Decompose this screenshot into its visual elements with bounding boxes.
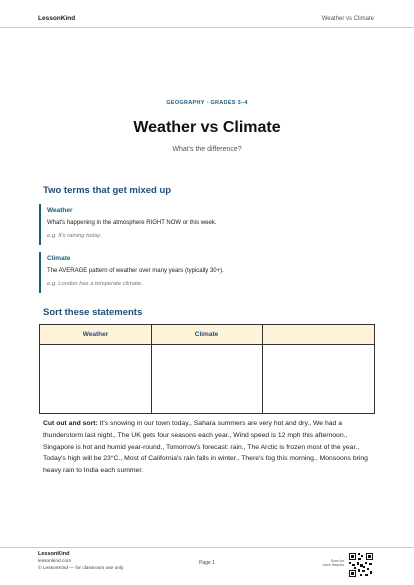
term-card-weather bbox=[39, 204, 379, 245]
terms-heading: Two terms that get mixed up bbox=[43, 185, 172, 196]
footer-copyright: © LessonKind — for classroom use only bbox=[38, 566, 124, 571]
scan-line: Scan for bbox=[330, 559, 344, 563]
term-definition: What's happening in the atmosphere RIGHT NOW or this week. bbox=[47, 220, 217, 226]
column-divider bbox=[262, 325, 263, 413]
column-header-climate: Climate bbox=[194, 331, 219, 338]
page-number: Page 1 bbox=[199, 560, 215, 566]
footer-site: lessonkind.com bbox=[38, 559, 72, 564]
statements-text: It's snowing in our town today., Sahara summers are very hot and dry., We had a thunderstorm last night., The UK gets four seasons each year., Wind speed is 12 mph this afternoon., Singapore is hot and humid year-round., Tomorrow's forecast: rain., The Arctic is frozen most of the year., Today's high will be 23°C., Most of California's rain falls in winter., There's fog this morning., Monsoons bring heavy rain to India each summer. bbox=[43, 420, 368, 475]
cutout-statements bbox=[43, 418, 379, 477]
column-header-weather: Weather bbox=[82, 331, 109, 338]
qr-code-icon bbox=[348, 552, 374, 578]
page-title: Weather vs Climate bbox=[133, 119, 281, 136]
scan-line: more lessons bbox=[322, 563, 344, 568]
header-doc-title: Weather vs Climate bbox=[321, 16, 374, 22]
sorting-table bbox=[39, 324, 375, 414]
term-definition: The AVERAGE pattern of weather over many years (typically 30+). bbox=[47, 268, 224, 274]
term-example: e.g. London has a temperate climate. bbox=[47, 281, 143, 287]
page-header bbox=[0, 0, 414, 28]
page-subtitle: What's the difference? bbox=[172, 146, 242, 153]
subject-label: GEOGRAPHY · GRADES 3–4 bbox=[166, 100, 248, 106]
term-name: Weather bbox=[47, 207, 73, 214]
term-card-climate bbox=[39, 252, 379, 293]
scan-caption bbox=[320, 559, 344, 568]
cutout-label: Cut out and sort: bbox=[43, 420, 98, 427]
term-example: e.g. It's raining today. bbox=[47, 233, 102, 239]
sort-heading: Sort these statements bbox=[43, 307, 143, 318]
brand-name: LessonKind bbox=[38, 15, 76, 22]
term-name: Climate bbox=[47, 255, 71, 262]
footer-brand: LessonKind bbox=[38, 551, 70, 557]
page-footer bbox=[0, 547, 414, 585]
column-divider bbox=[151, 325, 152, 413]
